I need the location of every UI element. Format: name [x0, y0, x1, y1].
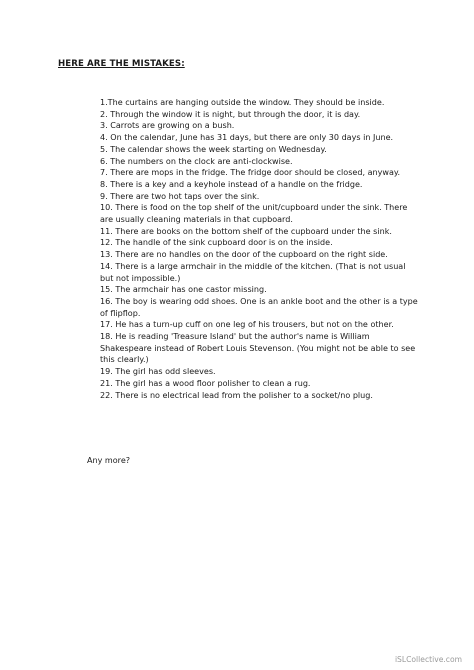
list-item: 22. There is no electrical lead from the polisher to a socket/no plug.	[100, 390, 373, 400]
mistakes-list	[100, 97, 418, 401]
list-item: 4. On the calendar, June has 31 days, but there are only 30 days in June.	[100, 133, 394, 143]
page-title: HERE ARE THE MISTAKES:	[58, 59, 185, 69]
list-item: 13. There are no handles on the door of the cupboard on the right side.	[100, 250, 388, 260]
list-item: 9. There are two hot taps over the sink.	[100, 191, 260, 201]
list-item: 1.The curtains are hanging outside the window. They should be inside.	[100, 98, 385, 107]
list-item: 19. The girl has odd sleeves.	[100, 367, 216, 377]
list-item: 5. The calendar shows the week starting on Wednesday.	[100, 144, 327, 154]
list-item: 15. The armchair has one castor missing.	[100, 285, 267, 295]
list-item: 12. The handle of the sink cupboard door is on the inside.	[100, 238, 333, 248]
list-item: 10. There is food on the top shelf of the unit/cupboard under the sink. There are usually cleaning materials in that cupboard.	[100, 203, 408, 225]
list-item: 11. There are books on the bottom shelf of the cupboard under the sink.	[100, 226, 392, 236]
closing-question: Any more?	[87, 456, 131, 465]
list-item: 18. He is reading 'Treasure Island' but the author's name is William Shakespeare instead of Robert Louis Stevenson. (You might not be able to see this clearly.)	[100, 332, 416, 365]
list-item: 8. There is a key and a keyhole instead of a handle on the fridge.	[100, 179, 363, 189]
list-item: 2. Through the window it is night, but through the door, it is day.	[100, 109, 361, 119]
list-item: 3. Carrots are growing on a bush.	[100, 121, 235, 131]
list-item: 17. He has a turn-up cuff on one leg of his trousers, but not on the other.	[100, 320, 394, 330]
site-watermark: iSLCollective.com	[394, 655, 462, 664]
list-item: 21. The girl has a wood floor polisher to clean a rug.	[100, 378, 311, 388]
list-item: 6. The numbers on the clock are anti-clockwise.	[100, 156, 293, 166]
list-item: 16. The boy is wearing odd shoes. One is an ankle boot and the other is a type of flipflop.	[100, 296, 418, 318]
list-item: 14. There is a large armchair in the middle of the kitchen. (That is not usual but not impossible.)	[100, 261, 406, 283]
list-item: 7. There are mops in the fridge. The fridge door should be closed, anyway.	[100, 168, 401, 178]
